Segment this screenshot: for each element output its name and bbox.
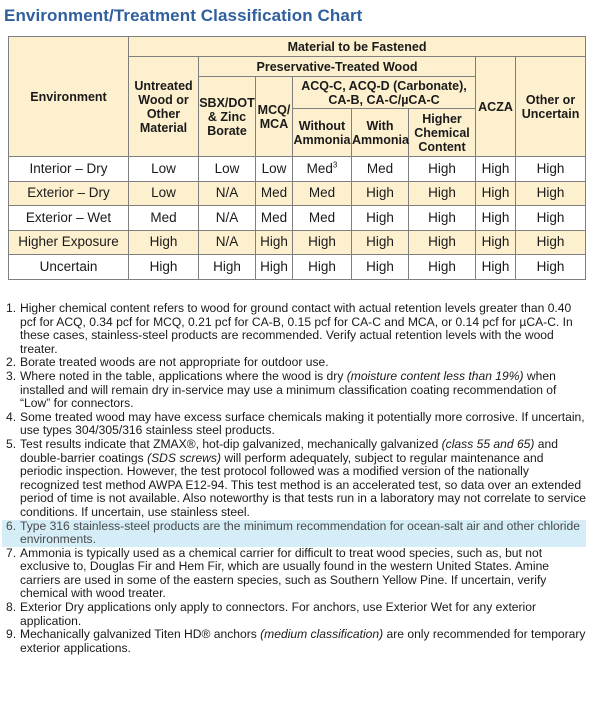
footnote-text: Type 316 stainless-steel products are the minimum recommendation for ocean-salt air and other chloride environments. (20, 518, 580, 547)
header-other: Other or Uncertain (516, 57, 586, 157)
table-row (9, 230, 586, 255)
footnote-text: Borate treated woods are not appropriate for outdoor use. (20, 355, 329, 370)
cell-sbx: N/A (199, 230, 256, 255)
footnote-4 (6, 411, 588, 438)
chart-title: Environment/Treatment Classification Chart (4, 6, 363, 25)
footnote-italic: (moisture content less than 19%) (346, 368, 524, 383)
cell-other: High (516, 230, 586, 255)
footnote-number: 6. (6, 518, 17, 533)
footnote-italic: (SDS screws) (147, 450, 221, 465)
cell-without-ammonia: Med (293, 181, 352, 206)
footnote-text: Ammonia is typically used as a chemical carrier for difficult to treat wood species, such as, but not exclusive to, Douglas Fir and Hem Fir, which are usually found in the western United States. Amine carriers are used in some of the eastern species, such as Southern Yellow Pine. If uncertain, verify chemical with wood treater. (20, 545, 550, 601)
footnote-number: 1. (6, 301, 17, 315)
cell-other: High (516, 206, 586, 231)
cell-acza: High (476, 230, 516, 255)
footnote-number: 7. (6, 545, 17, 560)
header-acq-group: ACQ-C, ACQ-D (Carbonate), CA-B, CA-C/µCA-C (293, 77, 476, 109)
footnote-text-part: Mechanically galvanized Titen HD® anchors (20, 627, 261, 642)
cell-value: Med (306, 160, 333, 176)
footnote-text-part: Where noted in the table, applications where the wood is dry (20, 368, 347, 383)
footnote-7 (6, 547, 588, 601)
footnote-number: 2. (6, 355, 17, 370)
footnote-number: 8. (6, 600, 17, 615)
footnote-2 (6, 356, 588, 370)
cell-higher-chemical: High (409, 181, 476, 206)
footnote-text (20, 628, 588, 655)
cell-higher-chemical: High (409, 157, 476, 182)
cell-without-ammonia (293, 157, 352, 182)
footnote-6-highlighted (2, 520, 586, 547)
footnote-italic: (medium classification) (260, 627, 384, 642)
footnote-text (20, 438, 588, 520)
footnote-text-part: when installed and will remain dry in-service may use a minimum classification coating recommendation of “Low” for connectors. (20, 368, 557, 411)
cell-sbx: High (199, 255, 256, 280)
cell-untreated: Med (129, 206, 199, 231)
row-environment: Interior – Dry (9, 157, 129, 182)
cell-mcq: Med (256, 206, 293, 231)
cell-acza: High (476, 157, 516, 182)
cell-mcq: Med (256, 181, 293, 206)
cell-untreated: High (129, 255, 199, 280)
header-environment: Environment (9, 37, 129, 157)
header-preservative-group: Preservative-Treated Wood (199, 57, 476, 77)
footnote-number: 9. (6, 627, 17, 642)
cell-other: High (516, 255, 586, 280)
table-row (9, 206, 586, 231)
header-material-group: Material to be Fastened (129, 37, 586, 57)
footnote-text (20, 370, 588, 411)
header-acza: ACZA (476, 57, 516, 157)
cell-mcq: High (256, 255, 293, 280)
header-sbx: SBX/DOT & Zinc Borate (199, 77, 256, 157)
cell-other: High (516, 157, 586, 182)
table-row (9, 157, 586, 182)
row-environment: Higher Exposure (9, 230, 129, 255)
header-untreated: Untreated Wood or Other Material (129, 57, 199, 157)
cell-higher-chemical: High (409, 230, 476, 255)
header-mcq: MCQ/ MCA (256, 77, 293, 157)
cell-mcq: High (256, 230, 293, 255)
header-higher-chemical: Higher Chemical Content (409, 109, 476, 157)
footnote-9 (6, 628, 588, 655)
footnote-number: 3. (6, 368, 17, 383)
cell-acza: High (476, 206, 516, 231)
cell-without-ammonia: High (293, 230, 352, 255)
cell-acza: High (476, 255, 516, 280)
cell-with-ammonia: High (352, 181, 409, 206)
cell-untreated: Low (129, 157, 199, 182)
footnote-1 (6, 302, 588, 356)
cell-sbx: Low (199, 157, 256, 182)
cell-with-ammonia: High (352, 255, 409, 280)
footnote-3 (6, 370, 588, 411)
footnote-text: Exterior Dry applications only apply to connectors. For anchors, use Exterior Wet for any exterior application. (20, 600, 536, 628)
cell-untreated: Low (129, 181, 199, 206)
footnote-text-part: and double-barrier coatings (20, 436, 558, 465)
cell-with-ammonia: High (352, 206, 409, 231)
header-with-ammonia: With Ammonia (352, 109, 409, 157)
footnote-5 (6, 438, 588, 520)
footnote-text-part: will perform adequately, subject to regular maintenance and periodic inspection. However, the test protocol followed was a modified version of the nationally recognized test method AWPA E12-94. This test method is an accelerated test, so data over an extended period of time is not available. Also noteworthy is that tests run in a laboratory may not correlate to service conditions. If uncertain, use stainless steel. (20, 450, 586, 519)
footnote-text-part: Test results indicate that ZMAX®, hot-dip galvanized, mechanically galvanized (20, 436, 442, 451)
table-row (9, 181, 586, 206)
cell-acza: High (476, 181, 516, 206)
footnote-italic: (class 55 and 65) (441, 436, 535, 451)
footnote-number: 5. (6, 436, 17, 451)
cell-sbx: N/A (199, 206, 256, 231)
row-environment: Exterior – Wet (9, 206, 129, 231)
footnote-marker: 3 (332, 160, 338, 170)
cell-with-ammonia: High (352, 230, 409, 255)
footnote-text-part: are only recommended for temporary exterior applications. (20, 627, 586, 655)
footnotes-list (6, 302, 588, 655)
cell-sbx: N/A (199, 181, 256, 206)
cell-without-ammonia: High (293, 255, 352, 280)
cell-other: High (516, 181, 586, 206)
row-environment: Uncertain (9, 255, 129, 280)
table-row (9, 255, 586, 280)
cell-higher-chemical: High (409, 255, 476, 280)
footnote-8 (6, 601, 588, 628)
row-environment: Exterior – Dry (9, 181, 129, 206)
footnote-number: 4. (6, 409, 17, 424)
cell-without-ammonia: Med (293, 206, 352, 231)
footnote-text: Some treated wood may have excess surface chemicals making it potentially more corrosive. If uncertain, use types 304/305/316 stainless steel products. (20, 409, 585, 438)
cell-with-ammonia: Med (352, 157, 409, 182)
footnote-text: Higher chemical content refers to wood for ground contact with actual retention levels greater than 0.40 pcf for ACQ, 0.34 pcf for MCQ, 0.21 pcf for CA-B, 0.15 pcf for CA-C and MCA, or 0.14 pcf for µCA-C. In these cases, stainless-steel products are recommended. Verify actual retention levels with the wood treater. (20, 301, 573, 356)
cell-untreated: High (129, 230, 199, 255)
cell-mcq: Low (256, 157, 293, 182)
header-without-ammonia: Without Ammonia (293, 109, 352, 157)
cell-higher-chemical: High (409, 206, 476, 231)
classification-table (8, 36, 586, 280)
